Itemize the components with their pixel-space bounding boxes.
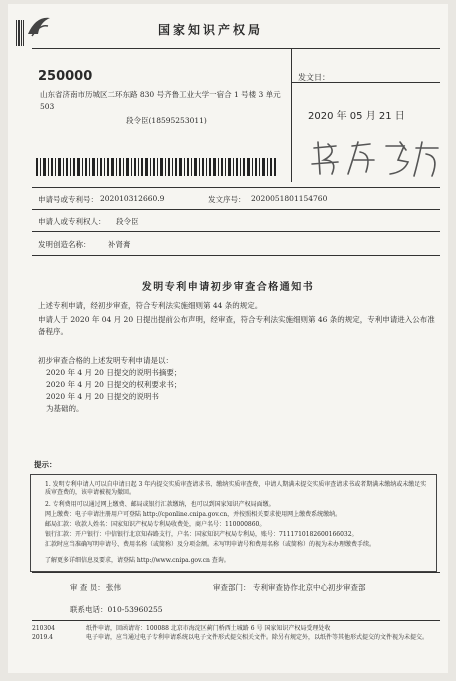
hint-item: 网上缴费：电子申请注册用户可登陆 http://cponline.cnipa.gov.cn，并按照相关要求使用网上缴费系统缴纳。 [45,511,342,518]
doc-serial: 2020051801154760 [251,194,328,203]
notice-document [8,4,448,673]
applicant-label: 申请人或专利权人： [38,217,106,226]
footer-rule-bottom [32,620,440,621]
info-rule-top [32,187,440,188]
hints-box [30,474,437,572]
notice-para-2: 申请人于 2020 年 04 月 20 日提出提前公布声明，经审查，符合专利法实施细则第 46 条的规定，专利申请进入公布准备程序。 [38,315,435,336]
footer-note-1: 纸件申请，回函请寄：100088 北京市海淀区蓟门桥西土城路 6 号 国家知识产权局受理处收 [86,625,331,632]
invention-name: 补肾膏 [108,240,131,249]
recipient-name: 段令臣(18595253011) [126,116,207,125]
notice-para-1: 上述专利申请，经初步审查，符合专利法实施细则第 44 条的规定。 [38,301,263,310]
basis-item: 2020 年 4 月 20 日提交的说明书 [46,392,159,401]
app-no-label: 申请号或专利号： [38,195,98,204]
hint-item: 银行汇款：开户银行：中信银行北京知春路支行，户名：国家知识产权局专利局，账号：7111710182600166032。 [45,531,358,538]
recipient-address: 山东省济南市历城区二环东路 830 号齐鲁工业大学一宿合 1 号楼 3 单元 503 [40,90,281,111]
basis-item: 2020 年 4 月 20 日提交的说明书摘要； [46,368,182,377]
header-rule [32,48,440,49]
hint-item: 1. 发明专利申请人可以自申请日起 3 年内提交实质审查请求书、缴纳实质审查费，申请人期满未提交实质审查请求书或者期满未缴纳或未缴足实质审查费的，该申请被视为撤回。 [45,481,427,496]
dispatch-date: 2020 年 05 月 21 日 [308,111,405,122]
examiner-label: 审 查 员： [70,583,105,592]
header-divider [291,48,292,182]
form-date: 2019.4 [32,634,53,641]
dept-name: 专利审查协作北京中心初步审查部 [253,583,366,592]
invention-label: 发明创造名称： [38,240,91,249]
examiner-name: 张伟 [106,583,121,592]
address-barcode-icon [36,158,276,176]
info-rule-1 [32,209,440,210]
contact-phone: 联系电话：010-53960255 [70,605,163,614]
hints-label: 提示： [34,460,57,469]
footer-rule-top [32,572,440,573]
hint-item: 汇款时应当准确写明申请号、费用名称（或简称）及分项金额。未写明申请号和费用名称（或简称）的视为未办理缴费手续。 [45,541,376,548]
footer-note-2: 电子申请，应当通过电子专利申请系统以电子文件形式提交相关文件。除另有规定外，以纸件等其他形式提交的文件视为未提交。 [86,634,429,641]
notice-title: 发明专利申请初步审查合格通知书 [141,282,315,293]
basis-item: 2020 年 4 月 20 日提交的权利要求书； [46,380,182,389]
hint-item: 2. 专利费用可以通过网上缴费、邮局或银行汇款缴纳，也可以到国家知识产权局面缴。 [45,501,275,508]
info-rule-bottom [32,255,440,256]
doc-serial-label: 发文序号： [208,195,246,204]
cnipa-logo-icon [26,14,52,38]
postcode: 250000 [38,69,93,84]
dispatch-date-label: 发文日： [298,73,330,82]
office-name: 国家知识产权局 [158,23,264,37]
basis-end: 为基础的。 [46,404,84,413]
applicant: 段令臣 [116,217,139,226]
dept-label: 审查部门： [213,583,251,592]
form-code: 210304 [32,625,55,632]
handwritten-signature-icon [308,138,443,180]
side-barcode-icon [16,20,24,46]
hint-item: 邮局汇款：收款人姓名：国家知识产权局专利局收费处，商户名号：110000860。 [45,521,266,528]
hint-item: 了解更多详细信息及要求，请登陆 http://www.cnipa.gov.cn 查询。 [45,557,230,564]
info-rule-2 [32,231,440,232]
app-no: 202010312660.9 [100,194,165,203]
basis-intro: 初步审查合格的上述发明专利申请是以： [38,356,173,365]
